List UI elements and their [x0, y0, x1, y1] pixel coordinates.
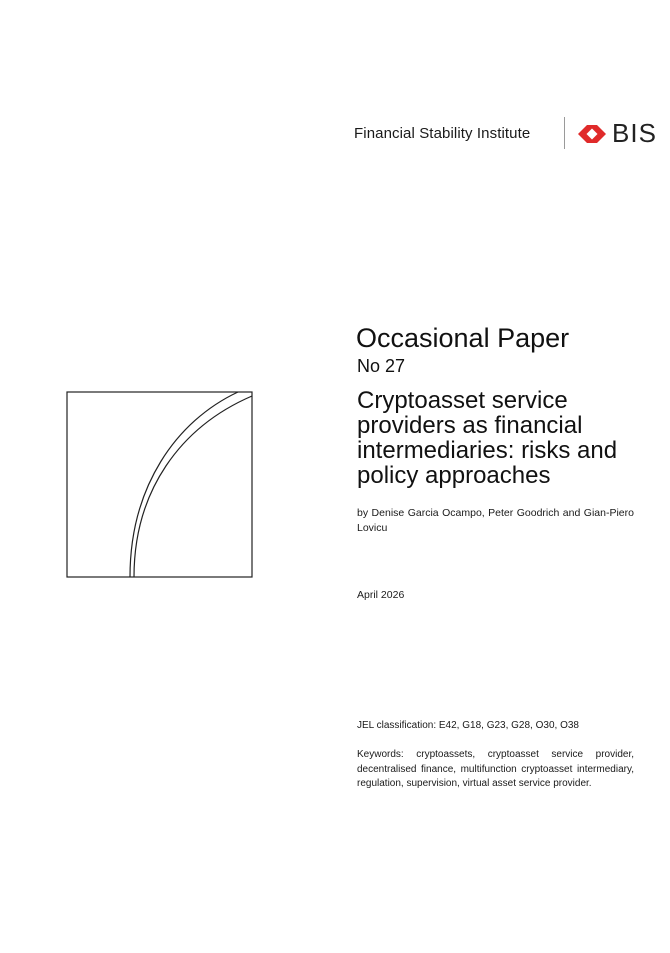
- paper-number: No 27: [357, 356, 406, 376]
- header: [354, 116, 657, 152]
- institute-name: Financial Stability Institute: [354, 125, 531, 142]
- cover-arc-graphic: [66, 391, 254, 579]
- bis-logo-text: BIS: [612, 118, 657, 148]
- bis-logo: [576, 118, 657, 148]
- publication-date: April 2026: [357, 589, 405, 601]
- series-title: Occasional Paper: [356, 323, 570, 353]
- authors: by Denise Garcia Ocampo, Peter Goodrich and Gian-Piero Lovicu: [357, 507, 634, 534]
- bis-diamond-icon: [576, 123, 608, 145]
- keywords: Keywords: cryptoassets, cryptoasset service provider, decentralised finance, multifunction cryptoasset intermediary, regulation, supervision, virtual asset service provider.: [357, 749, 634, 789]
- paper-title: Cryptoasset service providers as financial intermediaries: risks and policy approaches: [357, 387, 618, 489]
- header-divider: [564, 117, 565, 149]
- jel-classification: JEL classification: E42, G18, G23, G28, O30, O38: [357, 720, 579, 731]
